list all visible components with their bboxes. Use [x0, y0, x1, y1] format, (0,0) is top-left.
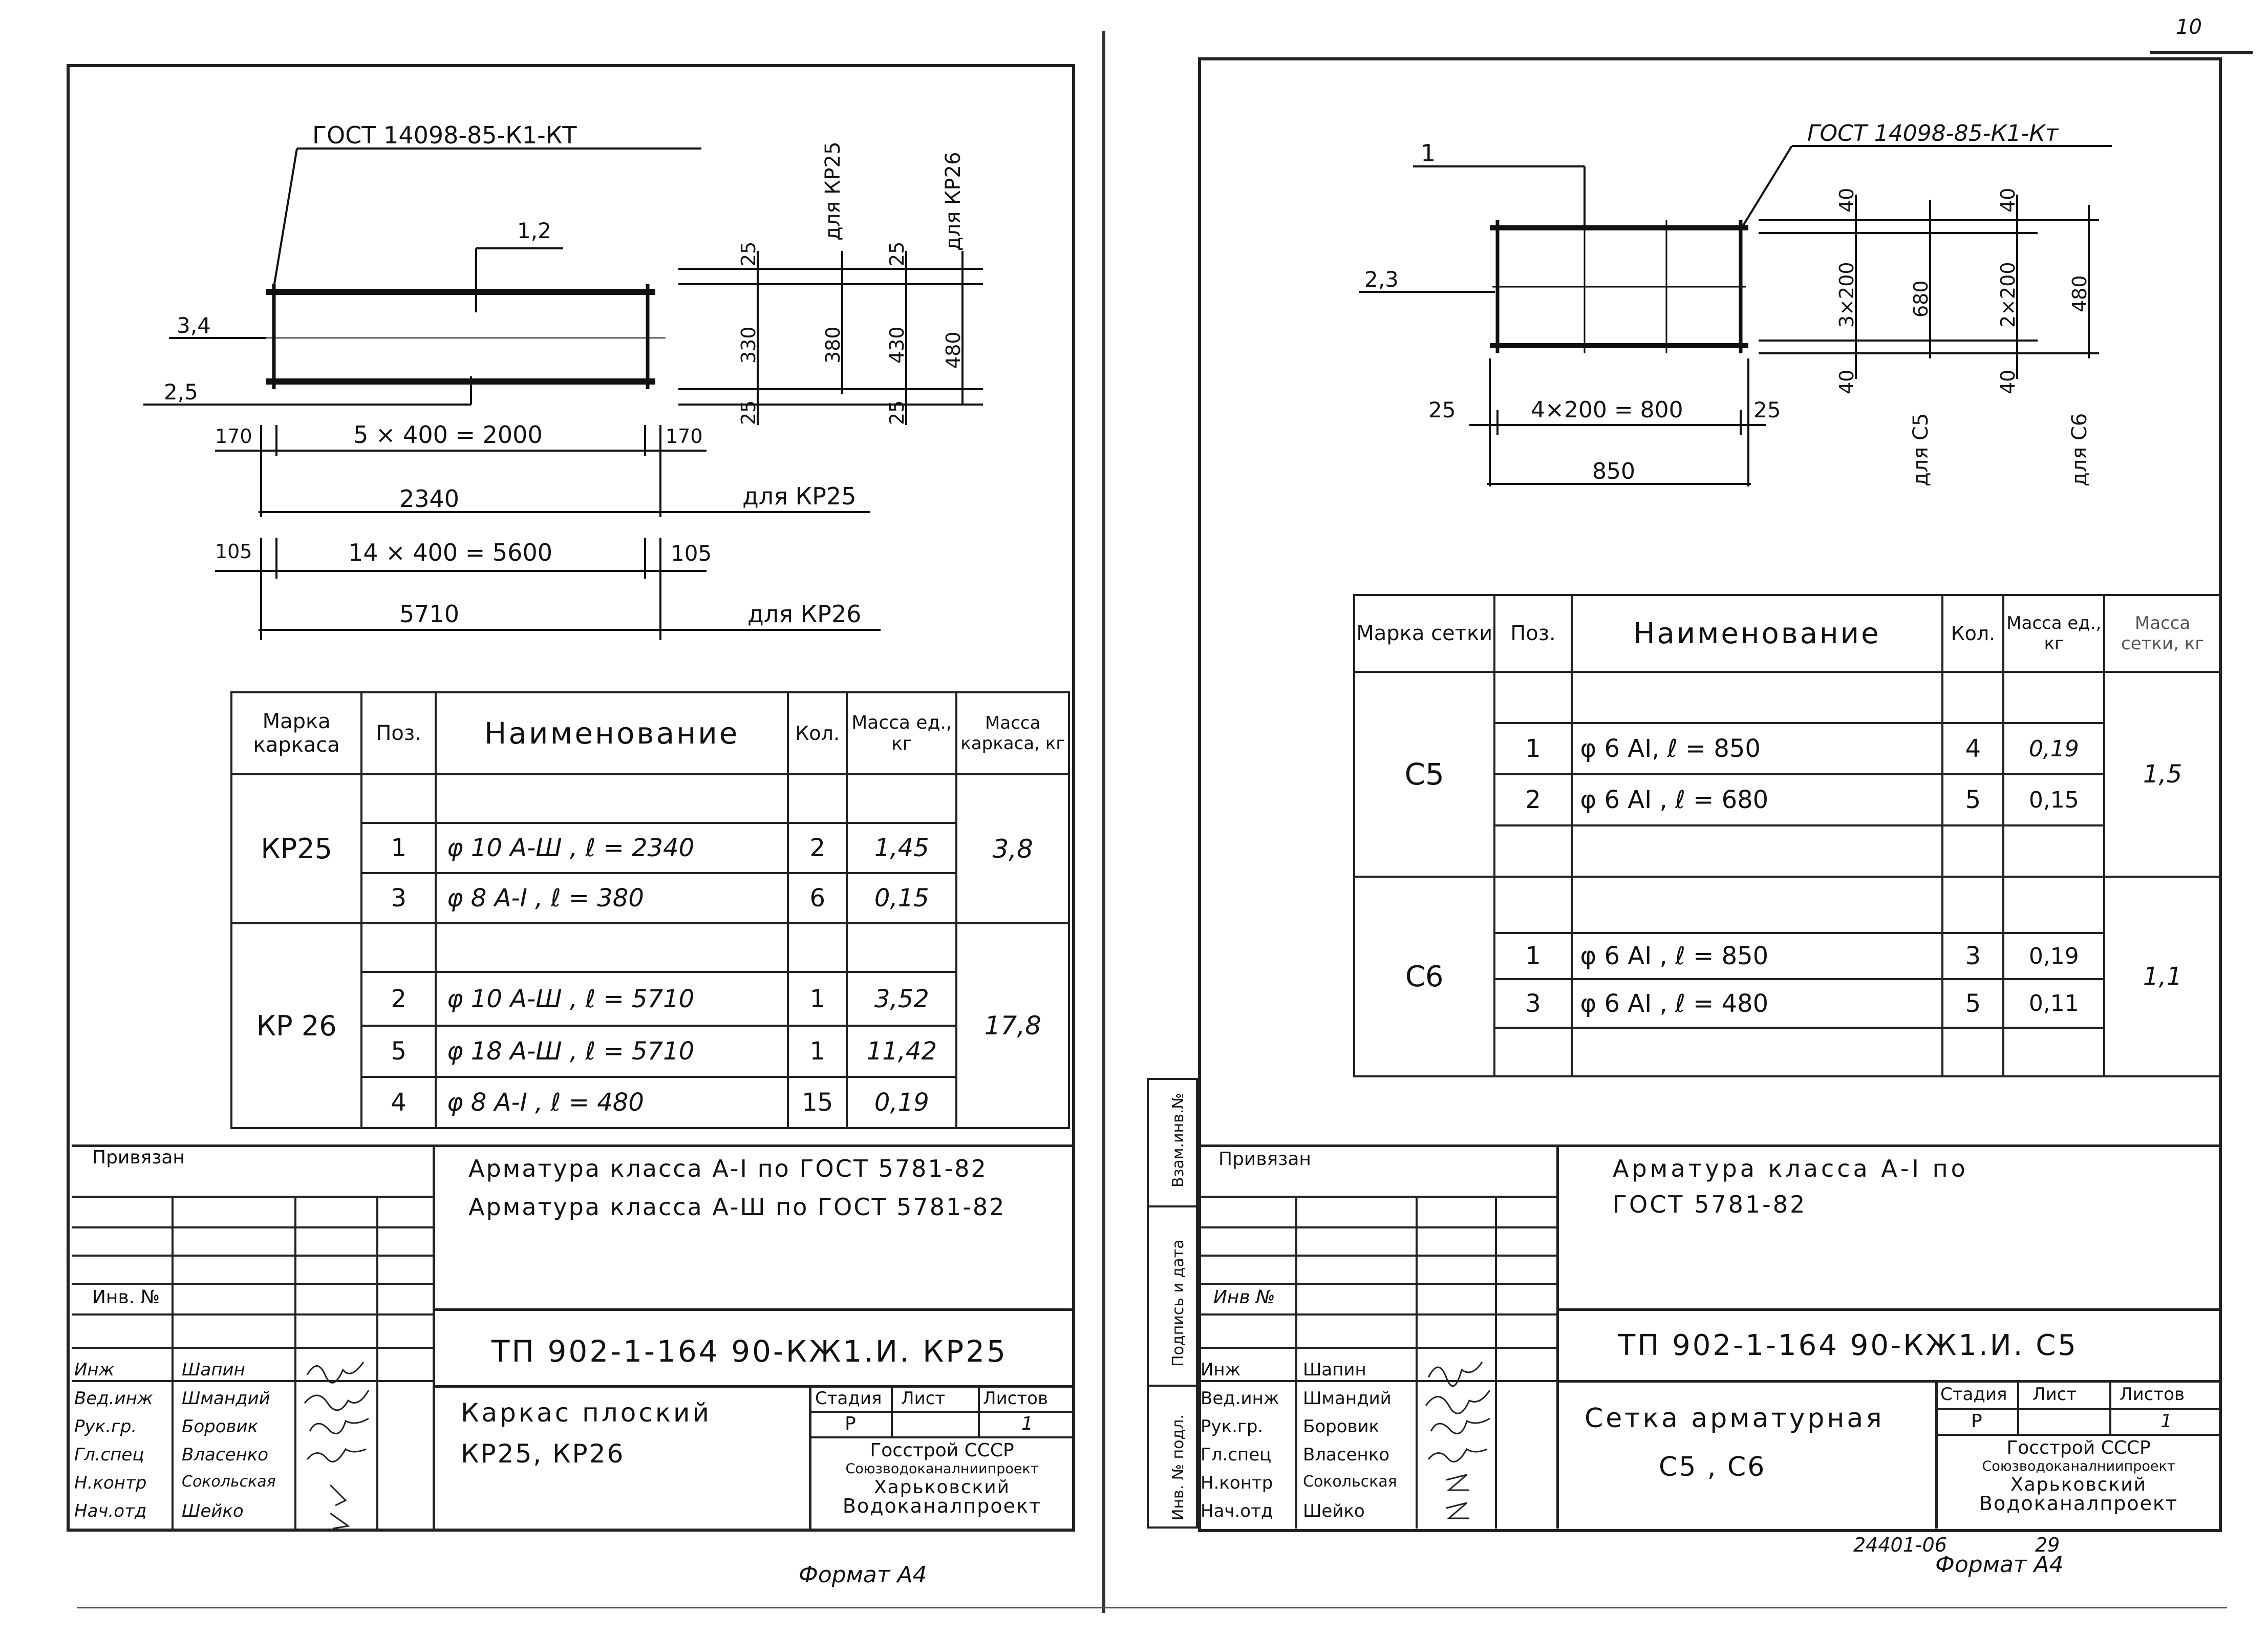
- left-for-kr26: для КР26: [942, 152, 965, 251]
- left-v430: 430: [886, 326, 908, 364]
- right-th-mark: Марка сетки: [1354, 595, 1494, 672]
- staff-row: [1201, 1496, 1559, 1524]
- bottom-line: [77, 1607, 2227, 1608]
- right-title-block: [1198, 1144, 2222, 1529]
- right-sheets-value: 1: [2160, 1411, 2172, 1432]
- right-doc-title-2: С5 , С6: [1659, 1452, 1766, 1482]
- table-cell-qty: 1: [788, 1026, 847, 1077]
- left-v380: 380: [822, 326, 844, 364]
- left-v25c: 25: [886, 241, 908, 266]
- staff-row: [74, 1411, 433, 1439]
- staff-name: Шапин: [1303, 1360, 1366, 1380]
- table-cell-qty: 5: [1942, 774, 2003, 825]
- left-label-25: 2,5: [164, 379, 198, 405]
- table-cell-qty: 2: [788, 823, 847, 873]
- left-h-for-kr26: для КР26: [747, 600, 862, 628]
- table-cell-pos: 4: [361, 1077, 436, 1128]
- right-h25b: 25: [1753, 397, 1781, 422]
- left-h170a: 170: [215, 425, 252, 448]
- table-cell-name: φ 6 АI , ℓ = 680: [1572, 774, 1943, 825]
- table-cell-name: φ 6 АI , ℓ = 850: [1572, 933, 1943, 979]
- sheet-divider: [1102, 31, 1105, 1613]
- staff-row: [1201, 1354, 1559, 1383]
- table-cell-unit: 1,45: [847, 823, 956, 873]
- right-org-block: [1935, 1439, 2222, 1513]
- right-mass-c5: 1,5: [2104, 672, 2221, 877]
- left-h5x400: 5 × 400 = 2000: [353, 421, 543, 449]
- table-cell-pos: 1: [361, 823, 436, 873]
- staff-role: Н.контр: [74, 1473, 147, 1493]
- left-th-qty: Кол.: [788, 692, 847, 774]
- right-v680: 680: [1910, 280, 1932, 317]
- staff-row: [74, 1354, 433, 1383]
- right-page-number: 29: [2035, 1534, 2060, 1556]
- right-org-4: Водоканалпроект: [1979, 1492, 2178, 1515]
- left-th-pos: Поз.: [361, 692, 436, 774]
- right-th-unit: Масса ед., кг: [2003, 595, 2104, 672]
- left-frame-drawing: [0, 0, 1101, 666]
- table-cell-unit: 0,15: [847, 873, 956, 923]
- table-cell-pos: 2: [361, 972, 436, 1026]
- table-cell-qty: 3: [1942, 933, 2003, 979]
- staff-row: [74, 1439, 433, 1468]
- table-cell-pos: 3: [1494, 979, 1571, 1028]
- right-mass-c6: 1,1: [2104, 877, 2221, 1076]
- staff-name: Шапин: [182, 1360, 245, 1380]
- right-for-c6: для С6: [2068, 413, 2091, 486]
- table-cell-name: φ 8 А-I , ℓ = 480: [436, 1077, 788, 1128]
- right-mark-c6: С6: [1354, 877, 1494, 1076]
- staff-name: Власенко: [182, 1445, 269, 1465]
- left-note-2: Арматура класса А-Ш по ГОСТ 5781-82: [468, 1193, 1006, 1221]
- left-doc-title-2: КР25, КР26: [461, 1439, 625, 1469]
- right-h25a: 25: [1428, 397, 1456, 422]
- left-sheets-header: Листов: [983, 1388, 1049, 1409]
- left-org-1: Госстрой СССР: [870, 1440, 1014, 1461]
- left-org-4: Водоканалпроект: [842, 1495, 1042, 1517]
- left-th-name: Наименование: [436, 692, 788, 774]
- right-org-2: Союзводоканалниипроект: [1982, 1458, 2175, 1474]
- left-format: Формат А4: [799, 1562, 927, 1588]
- right-gost-label: ГОСТ 14098-85-К1-Кт: [1807, 120, 2059, 146]
- staff-row: [1201, 1383, 1559, 1411]
- right-mesh-drawing: [1106, 0, 2268, 563]
- right-v40d: 40: [1997, 369, 2019, 394]
- left-mass-kr25: 3,8: [956, 774, 1069, 923]
- staff-row: [1201, 1468, 1559, 1496]
- staff-role: Нач.отд: [1201, 1501, 1273, 1521]
- left-v25d: 25: [886, 400, 908, 425]
- right-v40c: 40: [1997, 187, 2019, 213]
- table-cell-unit: 0,11: [2003, 979, 2104, 1028]
- left-v480: 480: [942, 331, 965, 369]
- right-v3x200: 3×200: [1835, 262, 1858, 328]
- left-stage-value: Р: [845, 1413, 856, 1434]
- left-v25a: 25: [737, 241, 760, 266]
- left-title-block: [72, 1144, 1075, 1529]
- left-note-1: Арматура класса А-I по ГОСТ 5781-82: [468, 1155, 988, 1182]
- table-cell-pos: 3: [361, 873, 436, 923]
- left-spec-table: [230, 691, 1070, 1129]
- staff-role: Инж: [74, 1360, 115, 1380]
- table-cell-unit: 0,19: [2003, 933, 2104, 979]
- right-for-c5: для С5: [1909, 413, 1933, 486]
- right-th-mass: Масса сетки, кг: [2104, 595, 2221, 672]
- staff-role: Гл.спец: [74, 1445, 144, 1465]
- table-cell-unit: 0,19: [847, 1077, 956, 1128]
- right-stage-value: Р: [1971, 1411, 1982, 1432]
- left-stage-header: Стадия: [815, 1388, 882, 1409]
- table-cell-pos: 5: [361, 1026, 436, 1077]
- left-doc-title-1: Каркас плоский: [461, 1398, 712, 1428]
- left-th-mass: Масса каркаса, кг: [956, 692, 1069, 774]
- staff-role: Рук.гр.: [1201, 1416, 1264, 1437]
- right-h4x200: 4×200 = 800: [1531, 397, 1683, 423]
- left-sheets-value: 1: [1021, 1413, 1033, 1434]
- right-sheets-header: Листов: [2120, 1384, 2185, 1405]
- right-v480: 480: [2068, 275, 2091, 312]
- right-v40a: 40: [1835, 187, 1858, 213]
- left-v330: 330: [737, 326, 760, 364]
- left-th-mark: Марка каркаса: [231, 692, 361, 774]
- left-staff-list: [74, 1354, 433, 1524]
- left-h170b: 170: [666, 425, 703, 448]
- staff-role: Вед.инж: [74, 1388, 153, 1409]
- staff-name: Шмандий: [182, 1388, 270, 1409]
- staff-row: [1201, 1439, 1559, 1468]
- left-doc-code: ТП 902-1-164 90-КЖ1.И. КР25: [491, 1334, 1008, 1369]
- right-th-qty: Кол.: [1942, 595, 2003, 672]
- table-cell-name: φ 18 А-Ш , ℓ = 5710: [436, 1026, 788, 1077]
- left-for-kr25: для КР25: [821, 141, 845, 241]
- table-cell-qty: 4: [1942, 723, 2003, 774]
- right-privyazan: Привязан: [1218, 1149, 1311, 1170]
- table-cell-qty: 6: [788, 873, 847, 923]
- staff-role: Нач.отд: [74, 1501, 147, 1521]
- left-h14x400: 14 × 400 = 5600: [348, 539, 552, 566]
- right-format: Формат А4: [1935, 1552, 2064, 1578]
- right-th-name: Наименование: [1572, 595, 1943, 672]
- left-org-3: Харьковский: [873, 1477, 1011, 1498]
- table-cell-name: φ 10 А-Ш , ℓ = 5710: [436, 972, 788, 1026]
- table-cell-unit: 0,15: [2003, 774, 2104, 825]
- table-cell-unit: 0,19: [2003, 723, 2104, 774]
- side-label-3: Инв. № подл.: [1169, 1414, 1187, 1520]
- left-h105b: 105: [671, 541, 712, 566]
- left-sheet-header: Лист: [901, 1388, 946, 1409]
- staff-role: Рук.гр.: [74, 1416, 137, 1437]
- side-label-2: Подпись и дата: [1169, 1239, 1187, 1367]
- right-org-1: Госстрой СССР: [2006, 1437, 2151, 1458]
- left-mark-kr25: КР25: [231, 774, 361, 923]
- right-side-strip: [1147, 1078, 1198, 1529]
- staff-name: Шейко: [1303, 1501, 1365, 1521]
- left-v25b: 25: [737, 400, 760, 425]
- left-label-12: 1,2: [517, 218, 551, 243]
- right-staff-list: [1201, 1354, 1559, 1524]
- staff-name: Сокольская: [182, 1473, 276, 1491]
- left-inv-no: Инв. №: [92, 1287, 160, 1308]
- right-v40b: 40: [1835, 369, 1858, 394]
- left-signatures: [299, 1354, 376, 1529]
- left-gost-label: ГОСТ 14098-85-К1-КТ: [312, 121, 577, 149]
- right-doc-code: ТП 902-1-164 90-КЖ1.И. С5: [1618, 1329, 2078, 1362]
- right-note-1: Арматура класса А-I по: [1613, 1155, 1969, 1182]
- left-mark-kr26: КР 26: [231, 923, 361, 1128]
- staff-name: Боровик: [182, 1416, 259, 1437]
- table-cell-unit: 11,42: [847, 1026, 956, 1077]
- table-cell-name: φ 6 АI , ℓ = 480: [1572, 979, 1943, 1028]
- left-h5710: 5710: [399, 600, 460, 628]
- right-label-23: 2,3: [1364, 267, 1399, 292]
- staff-row: [1201, 1411, 1559, 1439]
- staff-name: Шейко: [182, 1501, 244, 1521]
- staff-name: Шмандий: [1303, 1388, 1392, 1409]
- table-cell-name: φ 6 АI, ℓ = 850: [1572, 723, 1943, 774]
- left-org-block: [809, 1441, 1075, 1515]
- right-org-3: Харьковский: [2010, 1474, 2147, 1495]
- side-label-1: Взам.инв.№: [1169, 1093, 1187, 1187]
- left-mass-kr26: 17,8: [956, 923, 1069, 1128]
- table-cell-qty: 15: [788, 1077, 847, 1128]
- staff-role: Гл.спец: [1201, 1445, 1272, 1465]
- table-cell-qty: 1: [788, 972, 847, 1026]
- right-signatures: [1421, 1354, 1495, 1529]
- staff-role: Н.контр: [1201, 1473, 1273, 1493]
- table-cell-pos: 1: [1494, 933, 1571, 979]
- right-inv-no: Инв №: [1213, 1287, 1275, 1308]
- left-th-unit: Масса ед., кг: [847, 692, 956, 774]
- table-cell-pos: 1: [1494, 723, 1571, 774]
- staff-row: [74, 1383, 433, 1411]
- left-org-2: Союзводоканалниипроект: [845, 1461, 1039, 1477]
- staff-role: Инж: [1201, 1360, 1241, 1380]
- staff-name: Власенко: [1303, 1445, 1390, 1465]
- left-privyazan: Привязан: [92, 1147, 185, 1168]
- staff-name: Сокольская: [1303, 1473, 1397, 1491]
- table-cell-name: φ 8 А-I , ℓ = 380: [436, 873, 788, 923]
- staff-row: [74, 1468, 433, 1496]
- corner-mark: 10: [2176, 15, 2202, 39]
- left-h-for-kr25: для КР25: [742, 482, 857, 510]
- right-th-pos: Поз.: [1494, 595, 1571, 672]
- right-spec-table: [1353, 594, 2222, 1077]
- right-note-2: ГОСТ 5781-82: [1613, 1191, 1807, 1218]
- table-cell-pos: 2: [1494, 774, 1571, 825]
- staff-name: Боровик: [1303, 1416, 1380, 1437]
- left-h2340: 2340: [399, 485, 460, 513]
- left-h105a: 105: [215, 540, 252, 563]
- right-doc-title-1: Сетка арматурная: [1585, 1403, 1885, 1434]
- table-cell-name: φ 10 А-Ш , ℓ = 2340: [436, 823, 788, 873]
- right-mark-c5: С5: [1354, 672, 1494, 877]
- staff-row: [74, 1496, 433, 1524]
- right-doc-number: 24401-06: [1853, 1534, 1947, 1556]
- staff-role: Вед.инж: [1201, 1388, 1279, 1409]
- left-label-34: 3,4: [177, 313, 211, 338]
- right-sheet-header: Лист: [2032, 1384, 2077, 1405]
- table-cell-unit: 3,52: [847, 972, 956, 1026]
- table-cell-qty: 5: [1942, 979, 2003, 1028]
- right-stage-header: Стадия: [1940, 1384, 2007, 1405]
- right-v2x200: 2×200: [1997, 262, 2019, 328]
- right-h850: 850: [1592, 458, 1635, 484]
- right-label-1: 1: [1421, 139, 1436, 167]
